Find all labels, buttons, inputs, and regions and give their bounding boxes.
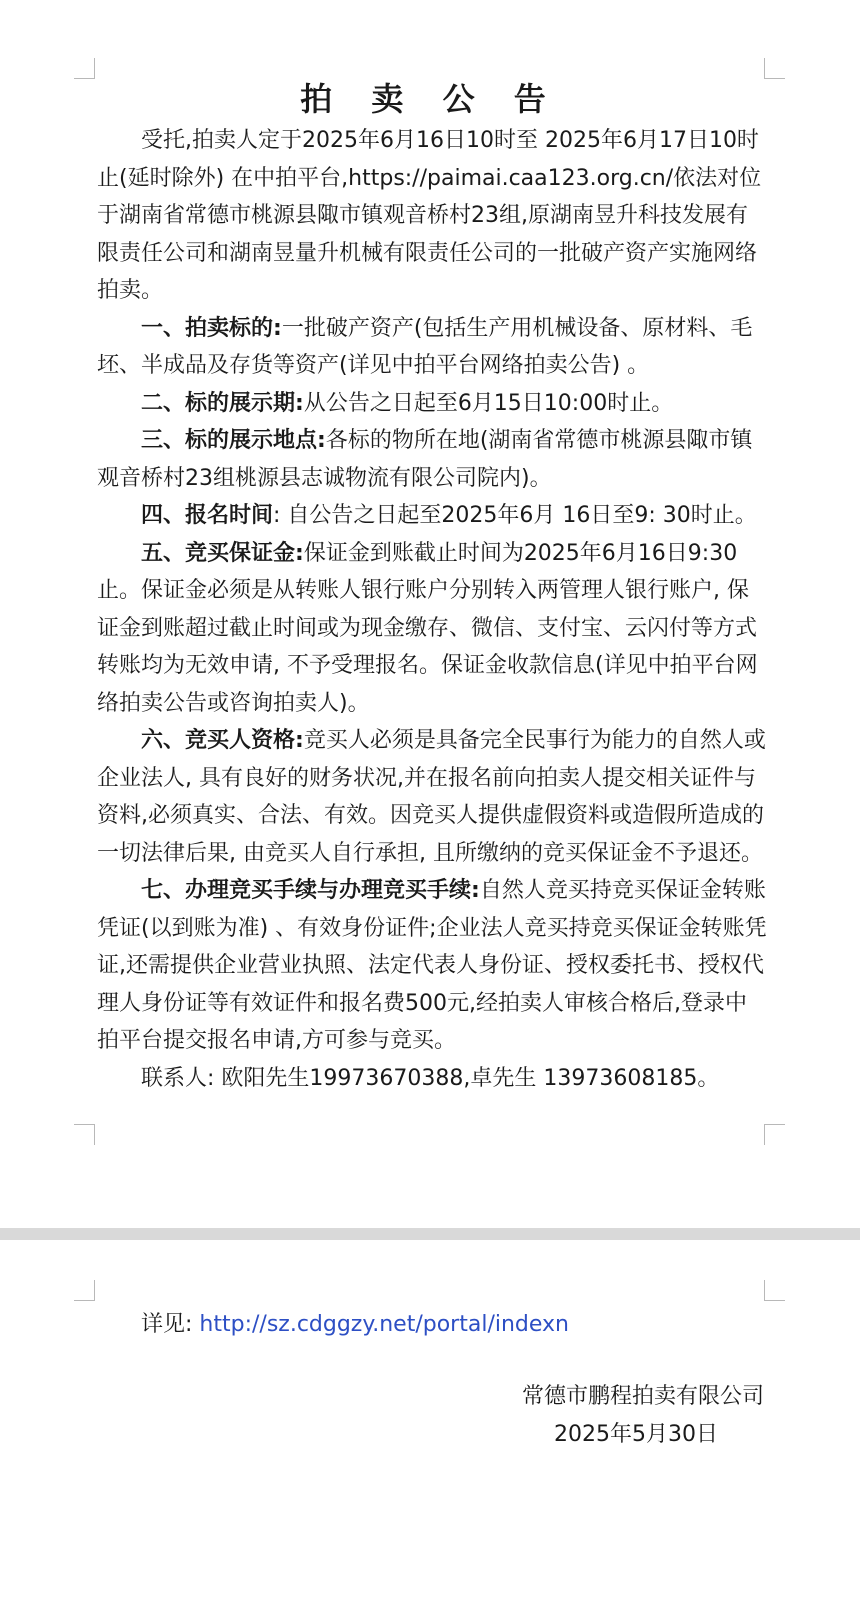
section-text: 一批破产资产(包括生产用机械设备、原材料、毛坯、半成品及存货等资产(详见中拍平台网络拍卖公告) 。 <box>97 315 753 378</box>
section-heading: 二、标的展示期: <box>141 390 304 416</box>
section-4 <box>97 497 767 535</box>
crop-mark-bottom-left <box>74 1124 95 1145</box>
see-also-label: 详见: <box>141 1312 193 1337</box>
document-page-2 <box>0 1240 860 1602</box>
document-body <box>97 122 767 1097</box>
section-2 <box>97 385 767 423</box>
section-text: 保证金到账截止时间为2025年6月16日9:30止。保证金必须是从转账人银行账户分别转入两管理人银行账户, 保证金到账超过截止时间或为现金缴存、微信、支付宝、云闪付等方式转账均为无效申请, 不予受理报名。保证金收款信息(详见中拍平台网络拍卖公告或咨询拍卖人)。 <box>97 540 758 716</box>
page-separator <box>0 1228 860 1240</box>
section-heading: 五、竞买保证金: <box>141 540 304 566</box>
section-heading: 一、拍卖标的: <box>141 315 282 341</box>
section-text: 自然人竞买持竞买保证金转账凭证(以到账为准) 、有效身份证件;企业法人竞买持竞买保证金转账凭证,还需提供企业营业执照、法定代表人身份证、授权委托书、授权代理人身份证等有效证件和报名费500元,经拍卖人审核合格后,登录中拍平台提交报名申请,方可参与竞买。 <box>97 878 767 1053</box>
section-text: : 自公告之日起至2025年6月 16日至9: 30时止。 <box>273 503 757 528</box>
see-also-link[interactable]: http://sz.cdggzy.net/portal/indexn <box>199 1312 569 1337</box>
section-text: 各标的物所在地(湖南省常德市桃源县陬市镇观音桥村23组桃源县志诚物流有限公司院内)。 <box>97 428 753 491</box>
section-7 <box>97 872 767 1060</box>
section-6 <box>97 722 767 872</box>
intro-paragraph: 受托,拍卖人定于2025年6月16日10时至 2025年6月17日10时止(延时除外) 在中拍平台,https://paimai.caa123.org.cn/依法对位于湖南省常德市桃源县陬市镇观音桥村23组,原湖南昱升科技发展有限责任公司和湖南昱量升机械有限责任公司的一批破产资产实施网络拍卖。 <box>97 128 762 303</box>
section-text: 竞买人必须是具备完全民事行为能力的自然人或企业法人, 具有良好的财务状况,并在报名前向拍卖人提交相关证件与资料,必须真实、合法、有效。因竞买人提供虚假资料或造假所造成的一切法律后果, 由竞买人自行承担, 且所缴纳的竞买保证金不予退还。 <box>97 728 766 866</box>
section-5 <box>97 535 767 723</box>
company-name: 常德市鹏程拍卖有限公司 <box>521 1384 764 1409</box>
see-also-line <box>141 1310 569 1340</box>
crop-mark-top-right <box>764 1280 785 1301</box>
section-heading: 七、办理竞买手续与办理竞买手续: <box>141 878 480 903</box>
section-heading: 六、竞买人资格: <box>141 728 304 753</box>
section-1 <box>97 310 767 385</box>
section-heading: 三、标的展示地点: <box>141 428 326 453</box>
section-heading: 四、报名时间 <box>141 503 274 528</box>
contact-line: 联系人: 欧阳先生19973670388,卓先生 13973608185。 <box>141 1065 720 1091</box>
section-3 <box>97 422 767 497</box>
document-title: 拍 卖 公 告 <box>300 80 560 118</box>
section-text: 从公告之日起至6月15日10:00时止。 <box>303 390 674 416</box>
signature-date: 2025年5月30日 <box>554 1422 718 1447</box>
crop-mark-top-left <box>74 1280 95 1301</box>
crop-mark-bottom-right <box>764 1124 785 1145</box>
